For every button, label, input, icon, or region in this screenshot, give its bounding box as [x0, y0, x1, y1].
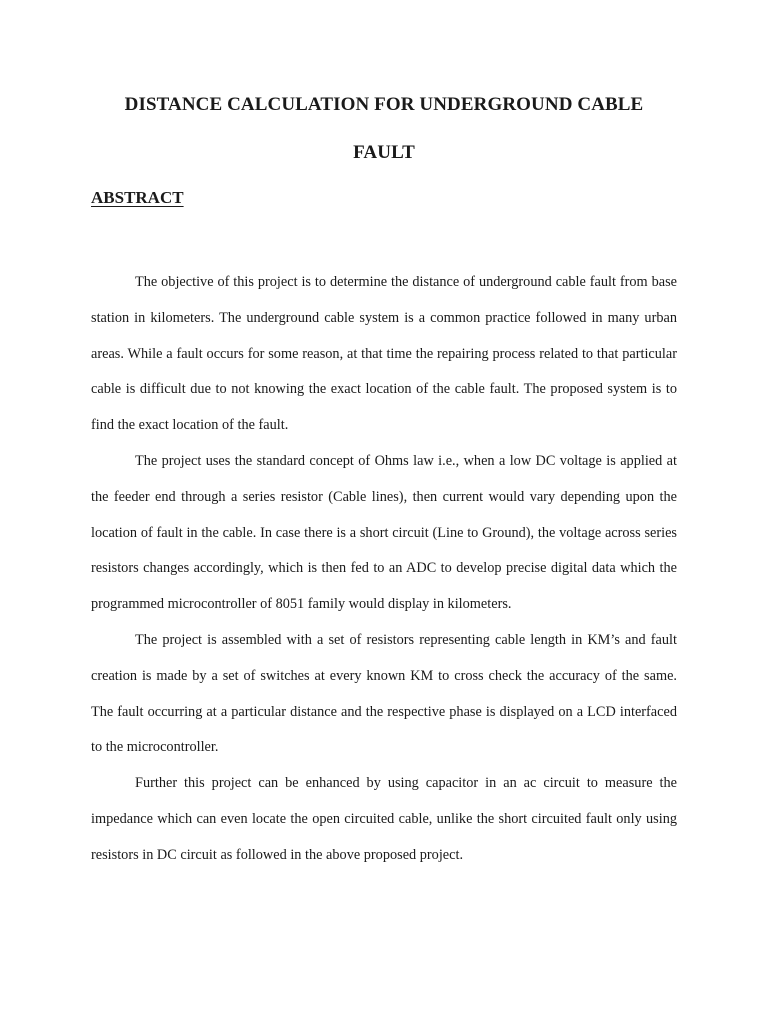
abstract-body: [91, 265, 677, 874]
abstract-paragraph-2: The project uses the standard concept of Ohms law i.e., when a low DC voltage is applied at the feeder end through a series resistor (Cable lines), then current would vary depending upon the location of fault in the cable. In case there is a short circuit (Line to Ground), the voltage across series resistors changes accordingly, which is then fed to an ADC to develop precise digital data which the programmed microcontroller of 8051 family would display in kilometers.: [91, 452, 677, 613]
document-title-line-2: FAULT: [353, 142, 415, 163]
document-title-line-1: DISTANCE CALCULATION FOR UNDERGROUND CABLE: [124, 94, 644, 115]
abstract-paragraph-4: Further this project can be enhanced by using capacitor in an ac circuit to measure the impedance which can even locate the open circuited cable, unlike the short circuited fault only using resistors in DC circuit as followed in the above proposed project.: [91, 775, 677, 863]
abstract-heading: ABSTRACT: [91, 188, 184, 207]
abstract-paragraph-3: The project is assembled with a set of resistors representing cable length in KM’s and fault creation is made by a set of switches at every known KM to cross check the accuracy of the same. The fault occurring at a particular distance and the respective phase is displayed on a LCD interfaced to the microcontroller.: [91, 631, 677, 756]
abstract-paragraph-1: The objective of this project is to determine the distance of underground cable fault from base station in kilometers. The underground cable system is a common practice followed in many urban areas. While a fault occurs for some reason, at that time the repairing process related to that particular cable is difficult due to not knowing the exact location of the cable fault. The proposed system is to find the exact location of the fault.: [91, 274, 677, 434]
